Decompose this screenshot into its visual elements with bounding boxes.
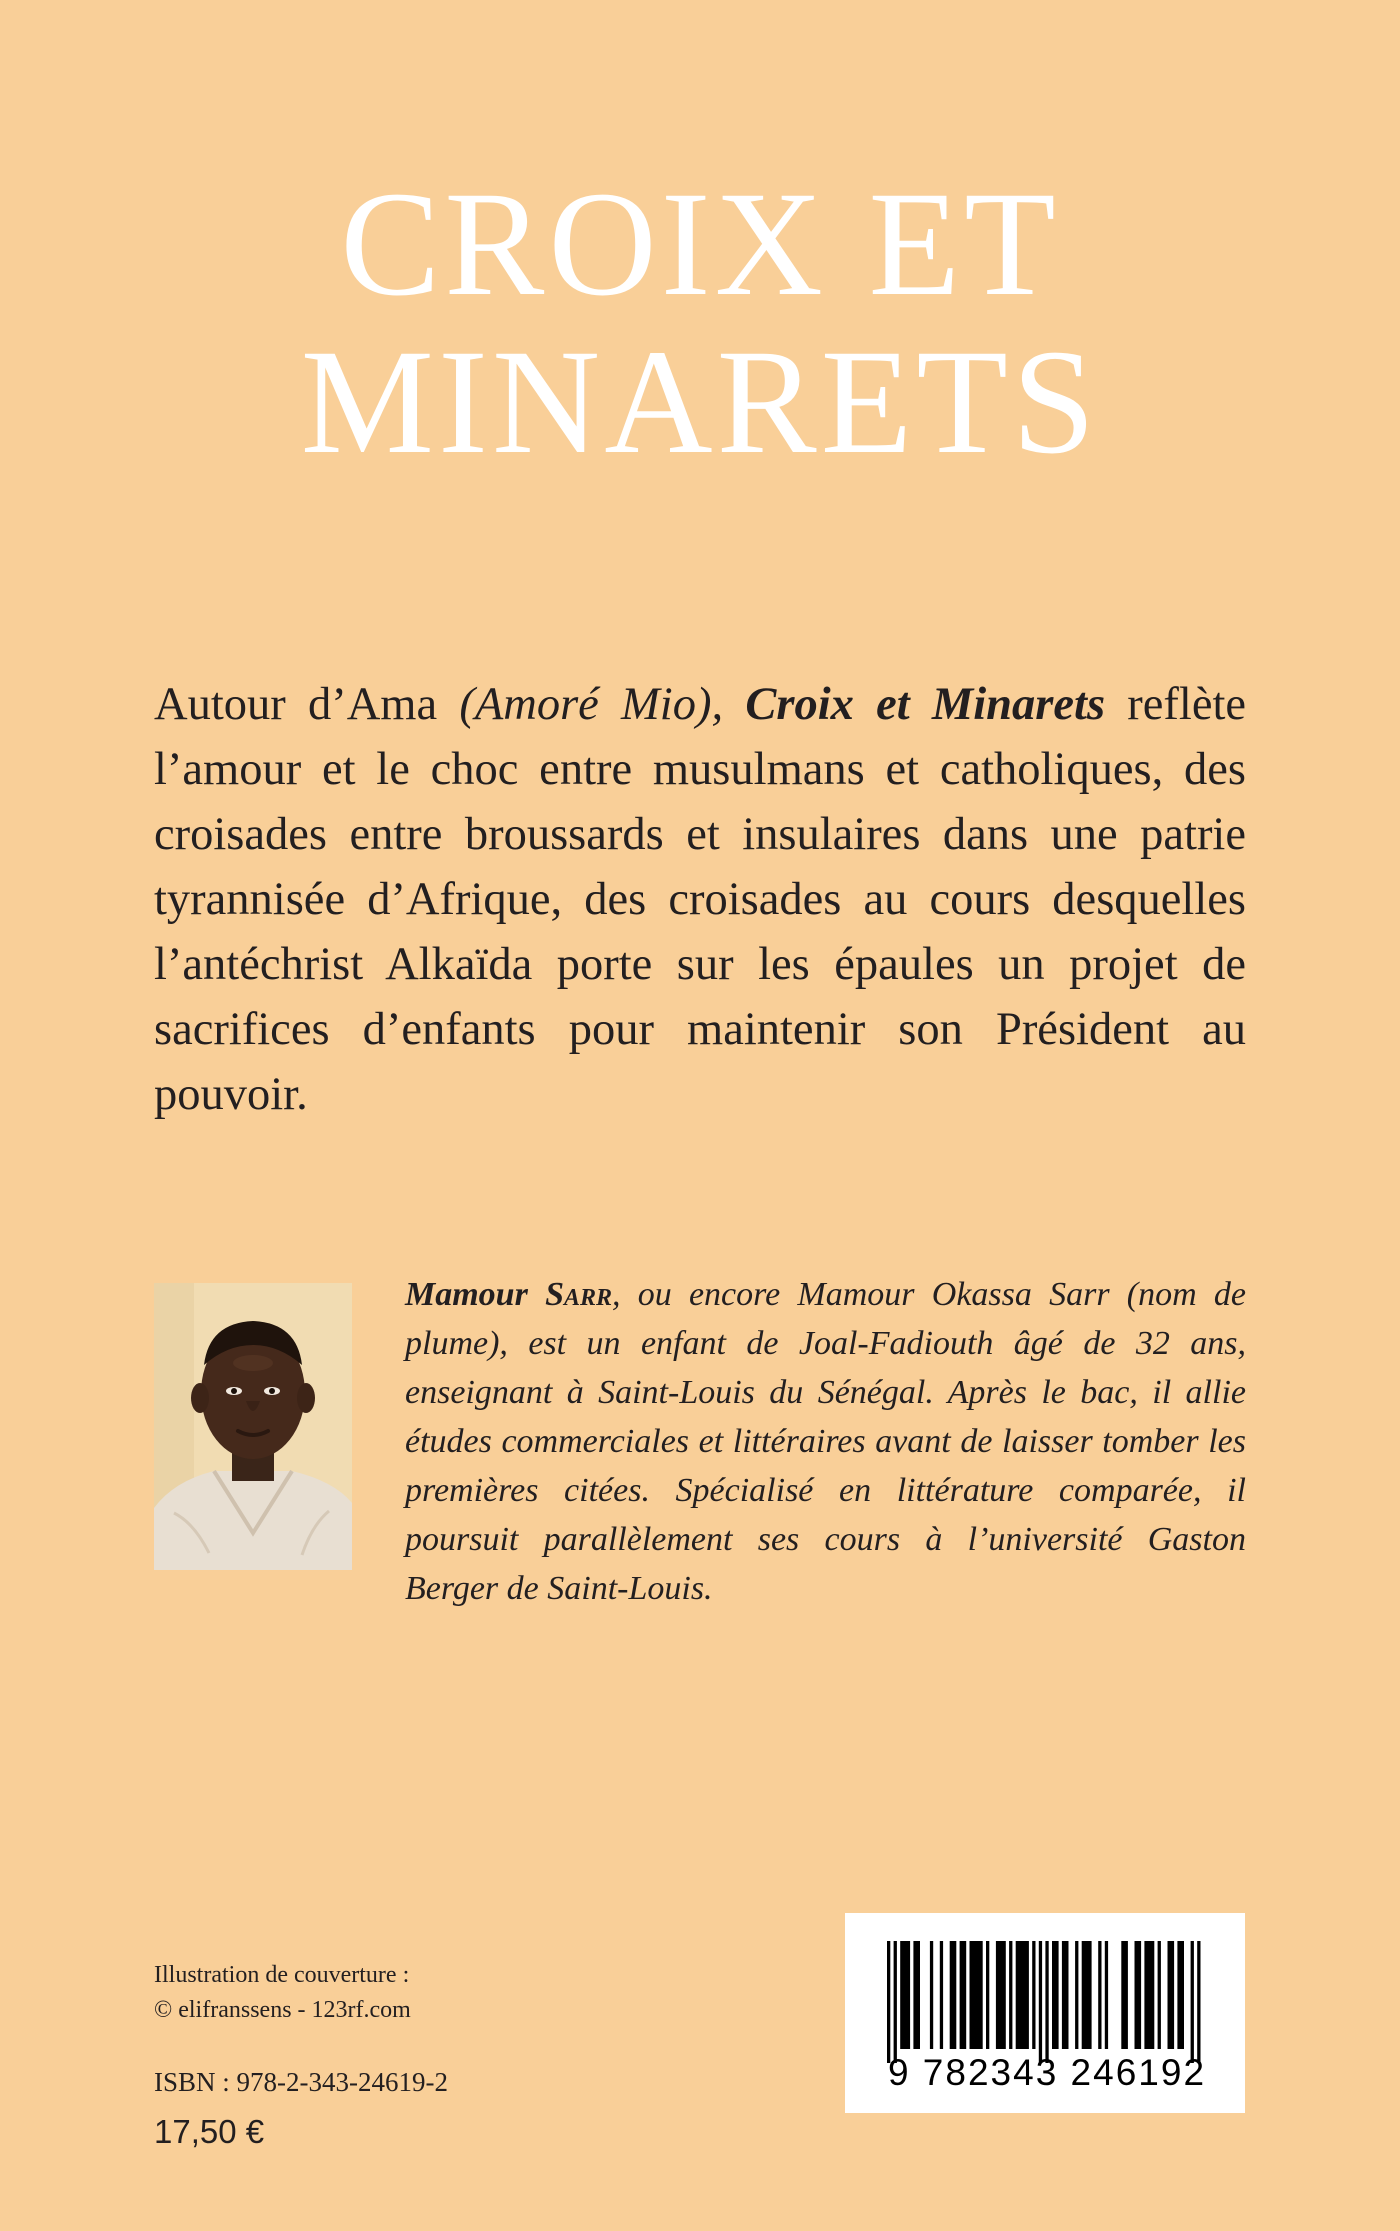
book-title	[0, 161, 1400, 485]
author-photo	[154, 1283, 352, 1570]
barcode-bar	[1191, 1941, 1194, 2063]
credit-label: Illustration de couverture :	[154, 1962, 410, 1988]
barcode-digits: 9 782343 246192	[887, 2052, 1207, 2093]
barcode-bar	[1168, 1941, 1175, 2049]
author-bio-text: , ou encore Mamour Okassa Sarr (nom de plume), est un enfant de Joal-Fadiouth âgé de 32 ans, enseignant à Saint-Louis du Sénégal. Après le bac, il allie études commerciales et littéraires avant de laisser tomber les premières citées. Spécialisé en littérature comparée, il poursuit parallèlement ses cours à l’université Gaston Berger de Saint-Louis.	[405, 1276, 1246, 1607]
barcode-bar	[1098, 1941, 1101, 2049]
price: 17,50 €	[154, 2113, 265, 2150]
barcode-bar	[900, 1941, 910, 2049]
barcode-bar	[960, 1941, 967, 2049]
barcode-bar	[1062, 1941, 1069, 2049]
barcode-bar	[1032, 1941, 1035, 2049]
barcode-bar	[1197, 1941, 1200, 2063]
barcode-bar	[1158, 1941, 1161, 2049]
blurb-alias: (Amoré Mio),	[459, 679, 746, 730]
blurb-body: reflète l’amour et le choc entre musulmans et catholiques, des croisades entre broussards et insulaires dans une patrie tyrannisée d’Afrique, des croisades au cours desquelles l’antéchrist Alkaïda porte sur les épaules un projet de sacrifices d’enfants pour maintenir son Président au pouvoir.	[154, 679, 1247, 1120]
barcode-bar	[940, 1941, 943, 2049]
barcode-bar	[913, 1941, 920, 2049]
barcode-bar	[1105, 1941, 1108, 2049]
blurb-book-title: Croix et Minarets	[745, 679, 1106, 730]
barcode-bar	[1039, 1941, 1042, 2063]
credit-source: © elifranssens - 123rf.com	[154, 1997, 411, 2023]
barcode-bar	[1121, 1941, 1128, 2049]
barcode-bar	[1045, 1941, 1048, 2063]
barcode-bar	[1052, 1941, 1059, 2049]
barcode-bar	[1177, 1941, 1184, 2049]
author-last-name: Sarr	[545, 1276, 612, 1313]
author-portrait-illustration	[154, 1283, 352, 1570]
author-name	[405, 1276, 612, 1313]
barcode-bar	[996, 1941, 1006, 2049]
barcode-bar	[986, 1941, 989, 2049]
barcode-bar	[930, 1941, 933, 2049]
isbn: ISBN : 978-2-343-24619-2	[154, 2067, 448, 2097]
author-first-name: Mamour	[405, 1276, 546, 1313]
title-line-2: MINARETS	[300, 319, 1100, 485]
barcode-bar	[887, 1941, 890, 2063]
barcode-bar	[1144, 1941, 1154, 2049]
barcode-bar	[894, 1941, 897, 2063]
barcode-bar	[950, 1941, 957, 2049]
barcode-bar	[1016, 1941, 1029, 2049]
barcode-bar	[1075, 1941, 1078, 2049]
illustration-credit	[154, 1958, 411, 2028]
barcode-bar	[1082, 1941, 1092, 2049]
blurb-paragraph	[154, 672, 1246, 1127]
barcode-bar	[1135, 1941, 1142, 2049]
barcode-bar	[1009, 1941, 1012, 2049]
barcode	[845, 1913, 1245, 2113]
blurb-intro: Autour d’Ama	[154, 679, 460, 730]
author-bio	[405, 1270, 1246, 1613]
barcode-bar	[970, 1941, 983, 2049]
title-line-1: CROIX ET	[340, 161, 1060, 327]
